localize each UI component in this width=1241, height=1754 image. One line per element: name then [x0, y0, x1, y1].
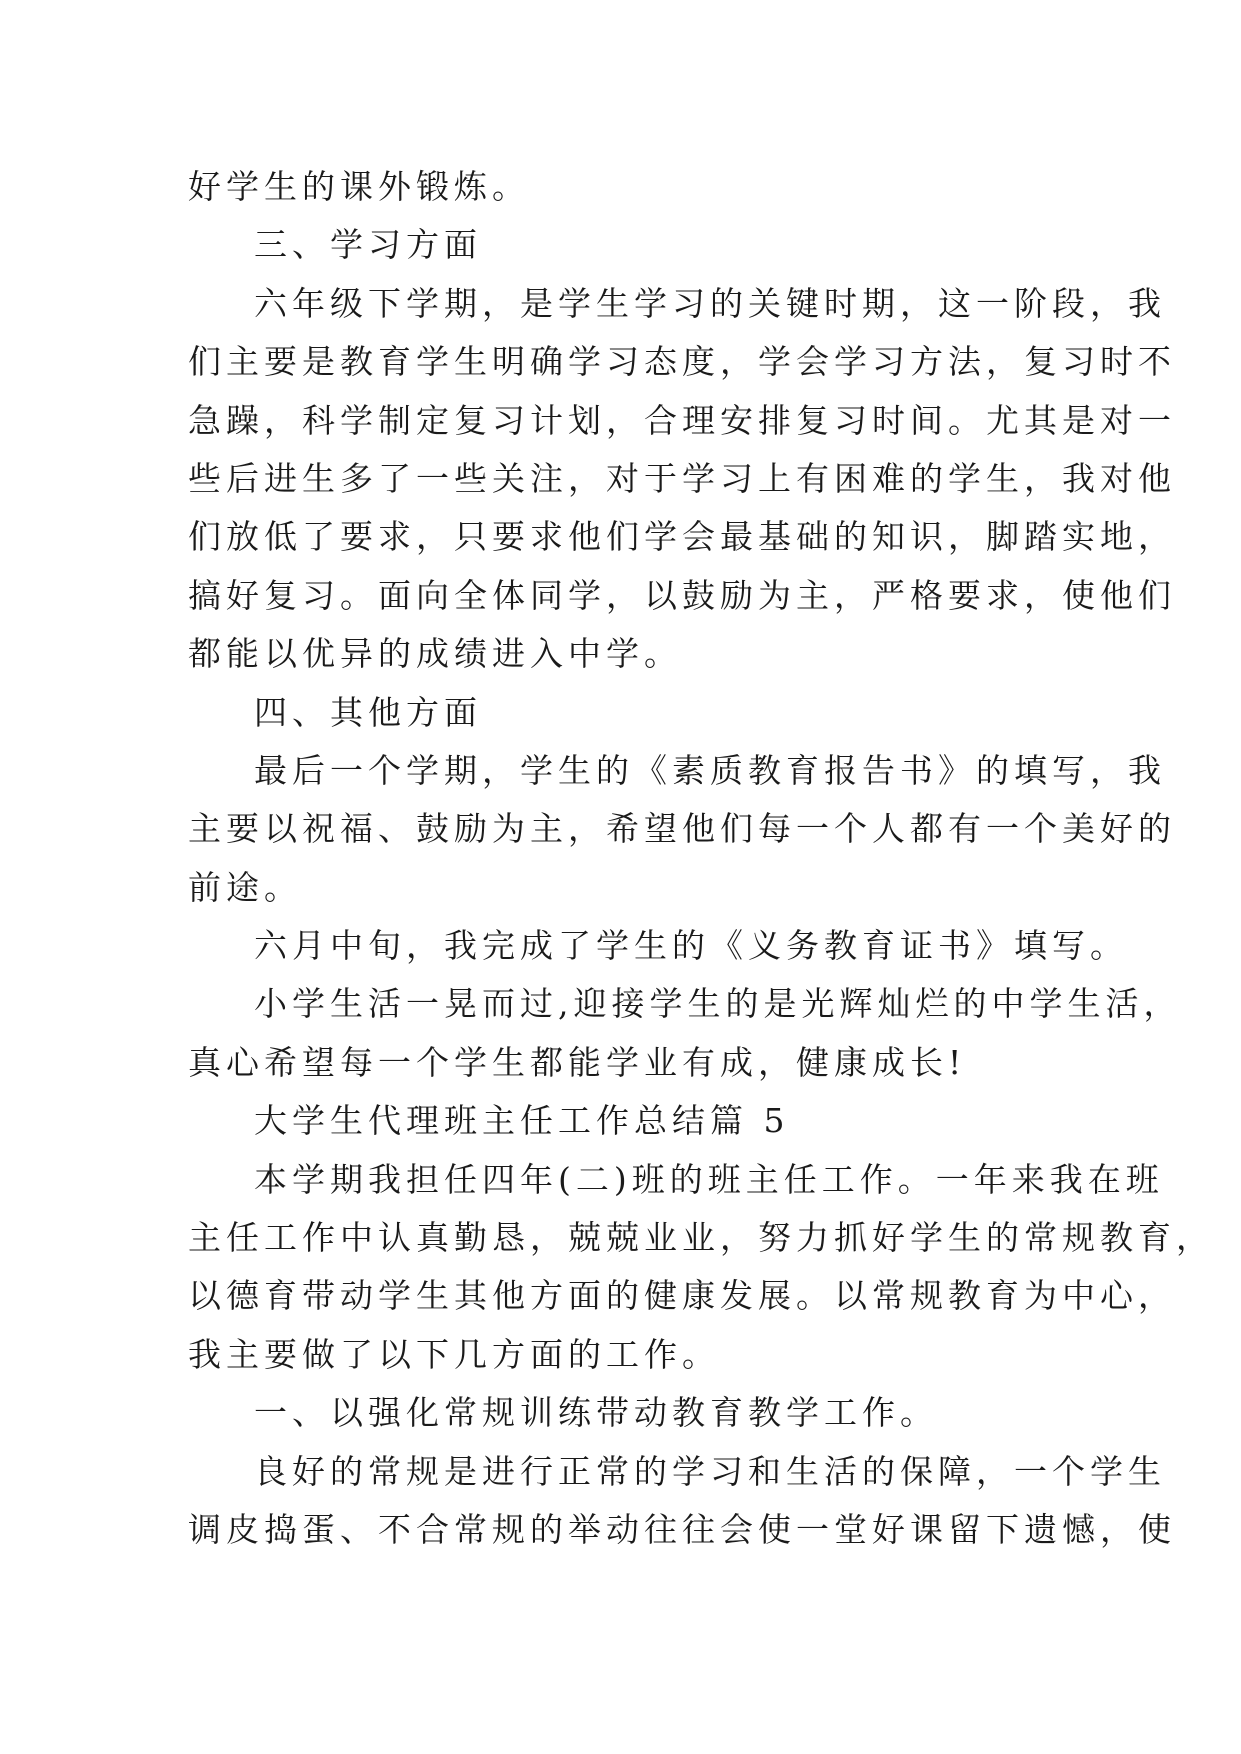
text-line: 搞好复习。面向全体同学，以鼓励为主，严格要求，使他们 [188, 575, 1176, 615]
text-line: 小学生活一晃而过,迎接学生的是光辉灿烂的中学生活， [254, 984, 1182, 1024]
text-line: 我主要做了以下几方面的工作。 [188, 1334, 720, 1374]
text-line: 好学生的课外锻炼。 [188, 167, 530, 206]
text-line: 些后进生多了一些关注，对于学习上有困难的学生，我对他 [188, 458, 1176, 498]
text-line: 主任工作中认真勤恳，兢兢业业，努力抓好学生的常规教育， [188, 1218, 1214, 1258]
text-line: 们放低了要求，只要求他们学会最基础的知识，脚踏实地， [188, 517, 1176, 557]
text-line: 一、以强化常规训练带动教育教学工作。 [254, 1393, 938, 1433]
text-line: 都能以优异的成绩进入中学。 [188, 634, 682, 674]
text-line: 本学期我担任四年(二)班的班主任工作。一年来我在班 [254, 1159, 1164, 1199]
text-line: 主要以祝福、鼓励为主，希望他们每一个人都有一个美好的 [188, 809, 1176, 849]
text-line: 前途。 [188, 867, 302, 907]
text-line: 以德育带动学生其他方面的健康发展。以常规教育为中心， [188, 1276, 1176, 1316]
text-line: 真心希望每一个学生都能学业有成，健康成长! [188, 1042, 967, 1082]
text-line: 六年级下学期，是学生学习的关键时期，这一阶段，我 [254, 283, 1166, 323]
text-line: 三、学习方面 [254, 225, 482, 265]
text-line: 四、其他方面 [254, 692, 482, 732]
text-line: 急躁，科学制定复习计划，合理安排复习时间。尤其是对一 [188, 400, 1176, 440]
text-line: 们主要是教育学生明确学习态度，学会学习方法，复习时不 [188, 342, 1176, 382]
text-line: 大学生代理班主任工作总结篇 5 [254, 1101, 790, 1141]
text-line: 调皮捣蛋、不合常规的举动往往会使一堂好课留下遗憾，使 [188, 1509, 1176, 1549]
text-line: 最后一个学期，学生的《素质教育报告书》的填写，我 [254, 750, 1166, 790]
document-body [188, 158, 1214, 1559]
text-line: 六月中旬，我完成了学生的《义务教育证书》填写。 [254, 926, 1128, 966]
text-line: 良好的常规是进行正常的学习和生活的保障，一个学生 [254, 1451, 1166, 1491]
